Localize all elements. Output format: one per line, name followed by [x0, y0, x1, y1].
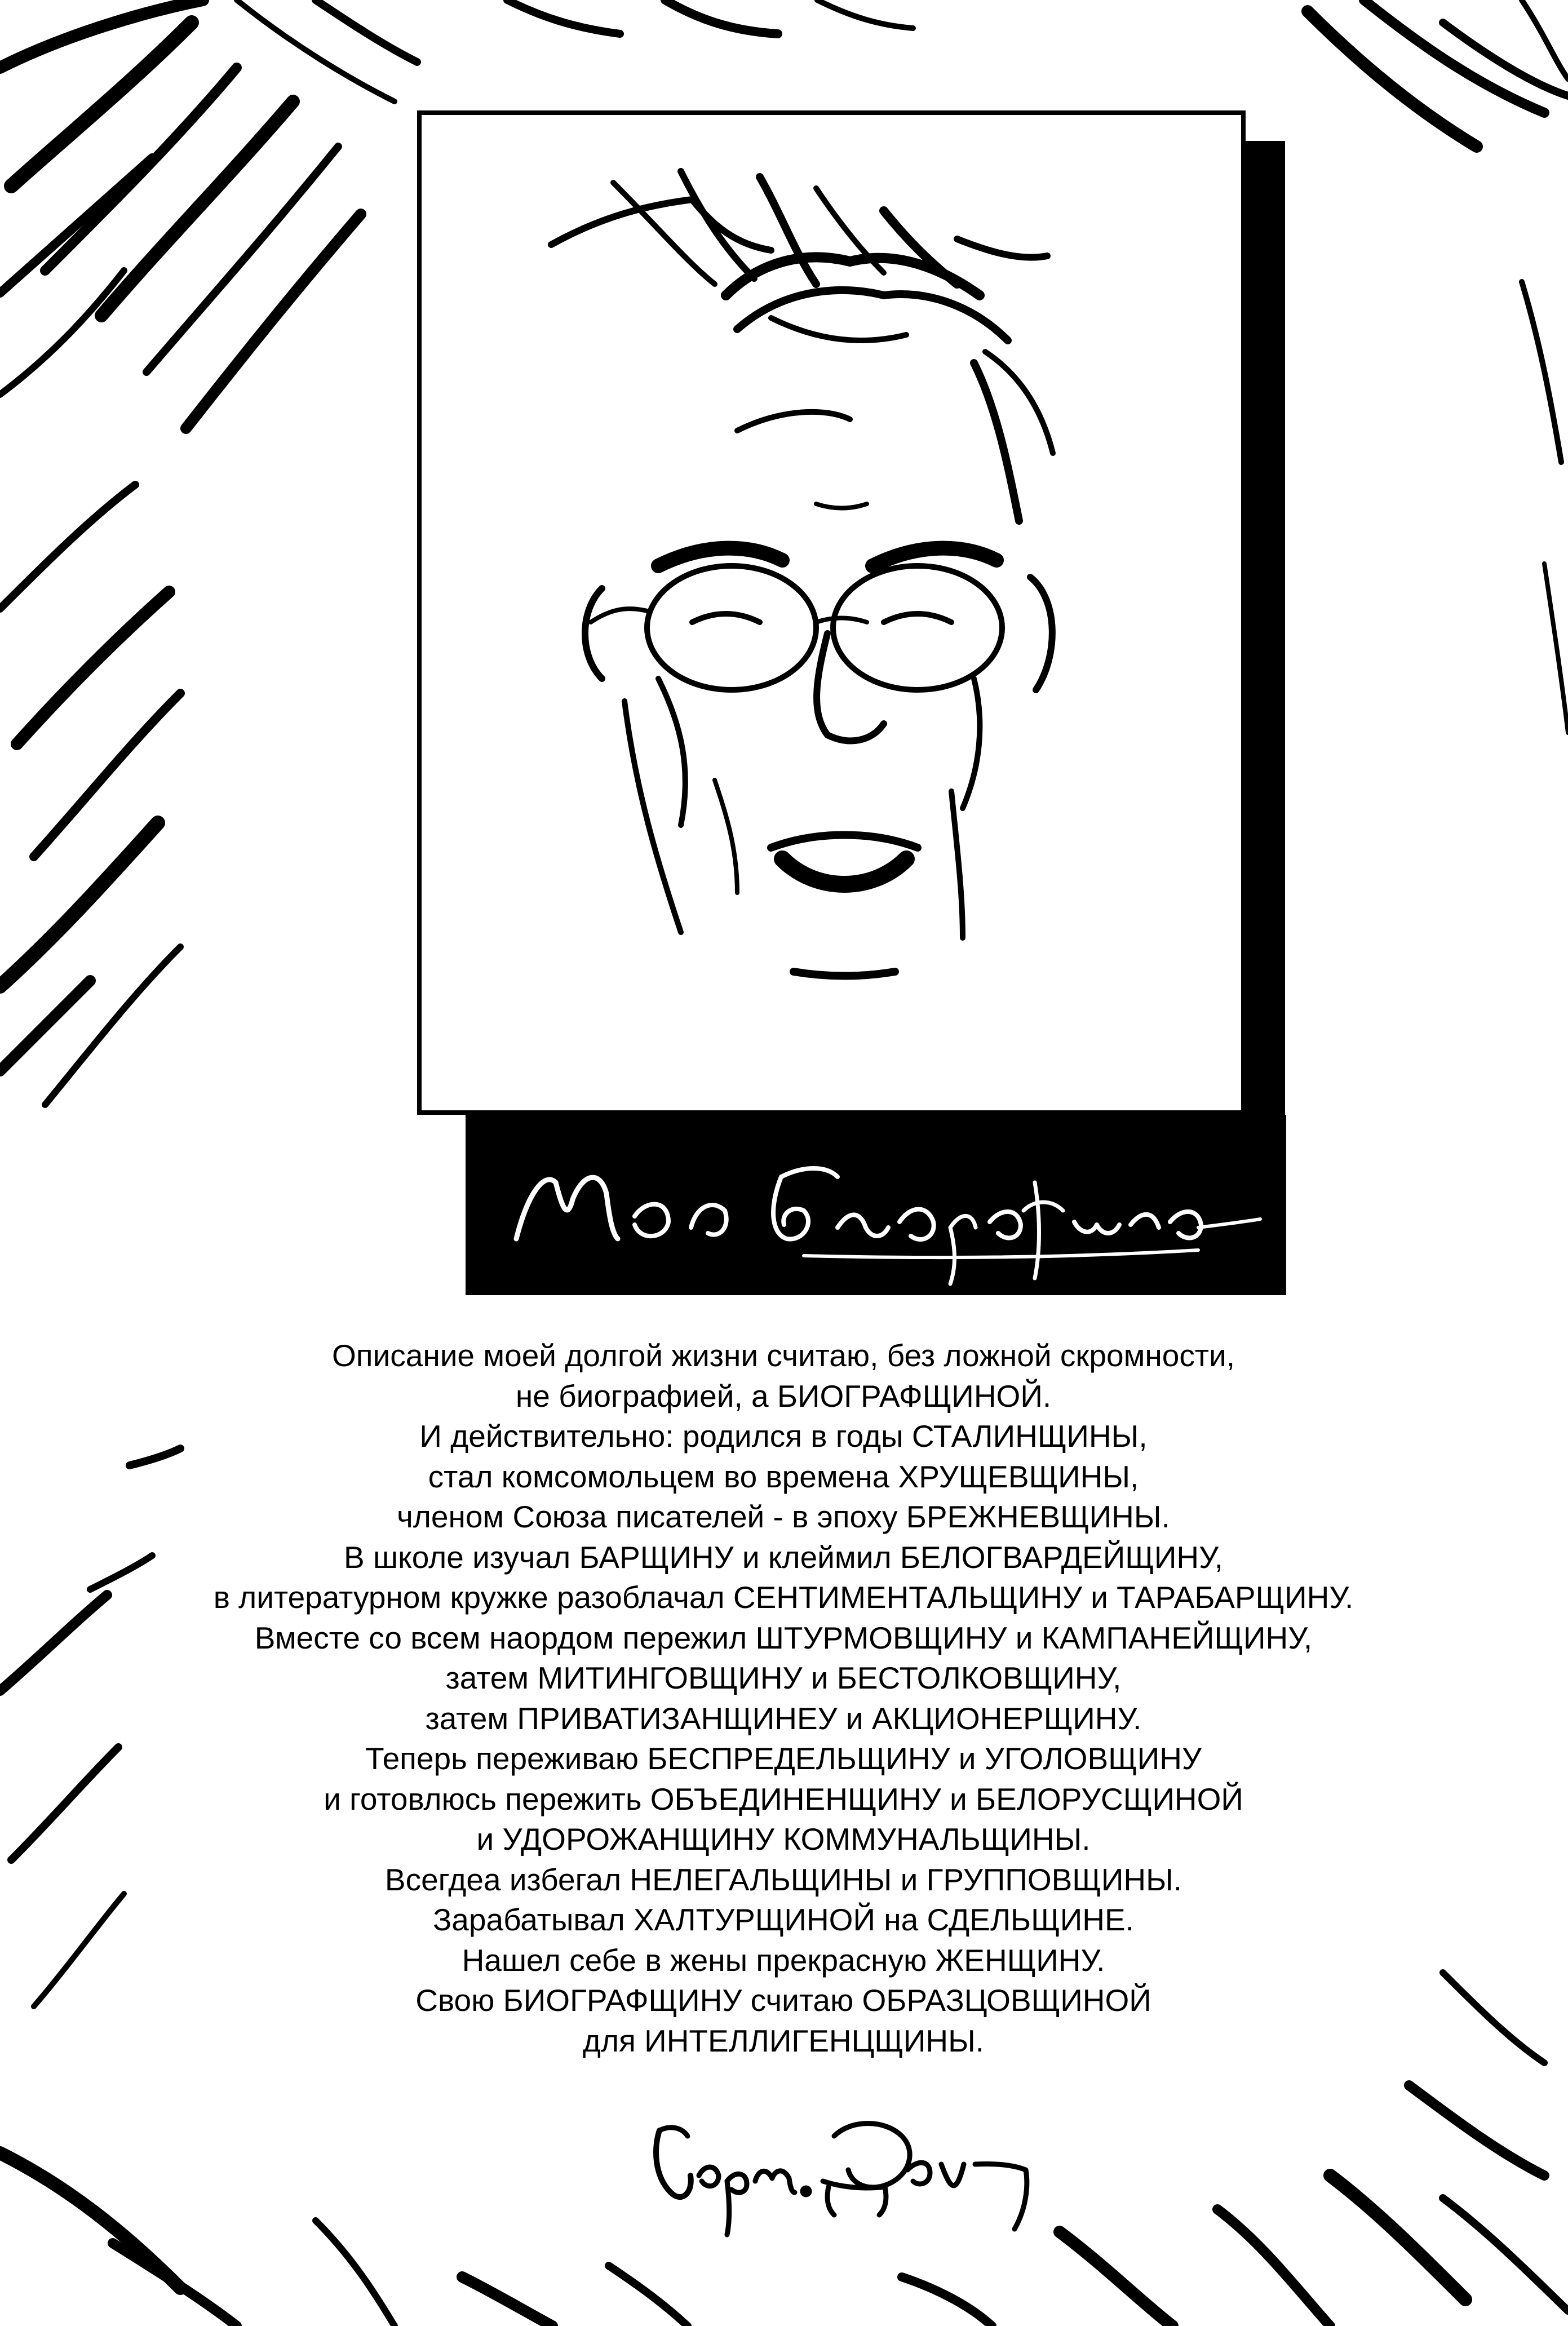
biography-line-15: Зарабатывал ХАЛТУРЩИНОЙ на СДЕЛЬЩИНЕ.: [433, 1902, 1134, 1937]
biography-line-8: Вместе со всем наордом пережил ШТУРМОВЩИНУ и КАМПАНЕЙЩИНУ,: [254, 1620, 1313, 1655]
biography-line-6: В школе изучал БАРЩИНУ и клеймил БЕЛОГВАРДЕЙЩИНУ,: [343, 1539, 1223, 1575]
biography-line-14: Всегдеа избегал НЕЛЕГАЛЬЩИНЫ и ГРУППОВЩИНЫ.: [384, 1862, 1182, 1897]
biography-line-1: Описание моей долгой жизни считаю, без ложной скромности,: [331, 1338, 1235, 1373]
biography-line-9: затем МИТИНГОВЩИНУ и БЕСТОЛКОВЩИНУ,: [445, 1660, 1122, 1695]
portrait-frame: [417, 110, 1246, 1115]
biography-line-4: стал комсомольцем во времена ХРУЩЕВЩИНЫ,: [428, 1459, 1139, 1494]
biography-line-13: и УДОРОЖАНЩИНУ КОММУНАЛЬЩИНЫ.: [476, 1822, 1091, 1857]
biography-line-3: И действительно: родился в годы СТАЛИНЩИНЫ,: [419, 1419, 1148, 1454]
handwritten-signature: [637, 2097, 1043, 2243]
biography-line-5: членом Союза писателей - в эпоху БРЕЖНЕВЩИНЫ.: [397, 1499, 1170, 1534]
biography-line-16: Нашел себе в жены прекрасную ЖЕНЩИНУ.: [462, 1942, 1105, 1978]
biography-line-12: и готовлюсь пережить ОБЪЕДИНЕНЩИНУ и БЕЛОРУСЩИНОЙ: [324, 1781, 1243, 1817]
biography-text: [192, 1336, 1375, 2061]
biography-line-2: не биографией, а БИОГРАФЩИНОЙ.: [515, 1378, 1052, 1414]
title-script-lettering: [466, 1115, 1286, 1295]
biography-line-7: в литературном кружке разоблачал СЕНТИМЕНТАЛЬЩИНУ и ТАРАБАРЩИНУ.: [213, 1580, 1354, 1615]
portrait-frame-shadow: [1246, 141, 1285, 1115]
biography-line-18: для ИНТЕЛЛИГЕНЦЩИНЫ.: [582, 2023, 985, 2058]
biography-line-11: Теперь переживаю БЕСПРЕДЕЛЬЩИНУ и УГОЛОВЩИНУ: [365, 1741, 1202, 1776]
biography-line-10: затем ПРИВАТИЗАНЩИНЕУ и АКЦИОНЕРЩИНУ.: [425, 1700, 1142, 1736]
portrait-caricature: [422, 115, 1241, 1110]
biography-line-17: Свою БИОГРАФЩИНУ считаю ОБРАЗЦОВЩИНОЙ: [415, 1983, 1151, 2018]
title-banner: [466, 1115, 1286, 1295]
